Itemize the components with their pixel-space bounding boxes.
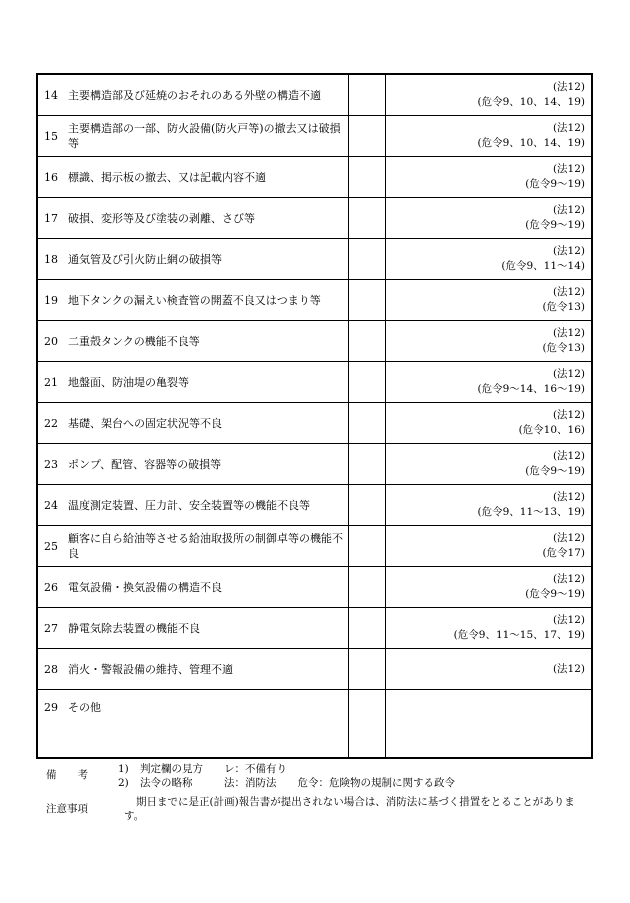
- law-sub: (危令9、11～14): [501, 260, 585, 272]
- law-cell: [385, 608, 591, 648]
- item-number: 14: [44, 89, 58, 102]
- table-row: [38, 321, 591, 362]
- law-cell: [385, 116, 591, 156]
- item-cell: [38, 239, 348, 279]
- law-cell: [385, 280, 591, 320]
- item-text: 顧客に自ら給油等させる給油取扱所の制御卓等の機能不良: [68, 532, 343, 560]
- item-cell: [38, 362, 348, 402]
- law-reference: [525, 162, 585, 192]
- law-sub: (危令9、10、14、19): [477, 137, 585, 149]
- item-number: 16: [44, 171, 58, 184]
- item-text: 通気管及び引火防止網の破損等: [68, 253, 222, 266]
- caution-text: 期日までに是正(計画)報告書が提出されない場合は、消防法に基づく措置をとることがあります。: [124, 796, 575, 822]
- item-cell: [38, 75, 348, 115]
- item-text: 地盤面、防油堤の亀裂等: [68, 376, 189, 389]
- law-reference: [542, 531, 585, 561]
- judgment-cell[interactable]: [349, 362, 385, 402]
- table-row: [38, 362, 591, 403]
- law-sub: (危令9～14、16～19): [477, 383, 585, 395]
- table-row: [38, 116, 591, 157]
- item-text: 主要構造部の一部、防火設備(防火戸等)の撤去又は破損等: [68, 122, 341, 150]
- item-number: 18: [44, 253, 58, 266]
- law-sub: (危令9～19): [525, 465, 585, 477]
- item-text: 基礎、架台への固定状況等不良: [68, 417, 222, 430]
- law-cell: [385, 157, 591, 197]
- law-main: (法12): [552, 368, 585, 380]
- table-row: [38, 690, 591, 757]
- item-number: 21: [44, 376, 58, 389]
- item-number: 25: [44, 540, 58, 553]
- law-main: (法12): [552, 204, 585, 216]
- law-sub: (危令9、11～15、17、19): [453, 629, 585, 641]
- judgment-cell[interactable]: [349, 157, 385, 197]
- judgment-cell[interactable]: [349, 239, 385, 279]
- item-number: 29: [44, 701, 58, 714]
- law-sub: (危令9～19): [525, 178, 585, 190]
- item-text: 主要構造部及び延焼のおそれのある外壁の構造不適: [68, 89, 321, 102]
- law-main: (法12): [552, 409, 585, 421]
- law-sub: (危令13): [542, 301, 585, 313]
- judgment-cell[interactable]: [349, 567, 385, 607]
- law-sub: (危令9～19): [525, 219, 585, 231]
- item-text: 破損、変形等及び塗装の剥離、さび等: [68, 212, 255, 225]
- table-row: [38, 485, 591, 526]
- judgment-cell[interactable]: [349, 116, 385, 156]
- item-number: 23: [44, 458, 58, 471]
- item-cell: [38, 280, 348, 320]
- judgment-cell[interactable]: [349, 485, 385, 525]
- item-cell: [38, 116, 348, 156]
- item-number: 24: [44, 499, 58, 512]
- item-cell: [38, 198, 348, 238]
- table-row: [38, 403, 591, 444]
- law-reference: [478, 490, 585, 520]
- law-main: (法12): [552, 614, 585, 626]
- law-reference: [525, 203, 585, 233]
- item-text: 消火・警報設備の維持、管理不適: [68, 663, 233, 676]
- table-row: [38, 239, 591, 280]
- item-number: 27: [44, 622, 58, 635]
- judgment-cell[interactable]: [349, 280, 385, 320]
- item-text: 電気設備・換気設備の構造不良: [68, 581, 222, 594]
- item-number: 28: [44, 663, 58, 676]
- note-2-num: 2): [118, 777, 129, 789]
- note-1-text: 判定欄の見方 レ：不備有り: [140, 763, 287, 775]
- law-sub: (危令17): [542, 547, 585, 559]
- item-cell: [38, 403, 348, 443]
- law-reference: [525, 449, 585, 479]
- table-row: [38, 608, 591, 649]
- law-reference: [478, 80, 585, 110]
- judgment-cell[interactable]: [349, 690, 385, 757]
- item-number: 26: [44, 581, 58, 594]
- law-cell: [385, 526, 591, 566]
- law-cell: [385, 649, 591, 689]
- table-row: [38, 444, 591, 485]
- law-cell: [385, 403, 591, 443]
- law-main: (法12): [552, 286, 585, 298]
- table-row: [38, 198, 591, 239]
- law-cell: [385, 362, 591, 402]
- judgment-cell[interactable]: [349, 198, 385, 238]
- law-reference: [519, 408, 585, 438]
- judgment-cell[interactable]: [349, 526, 385, 566]
- law-cell: [385, 485, 591, 525]
- law-sub: (危令9～19): [525, 588, 585, 600]
- law-cell: [385, 75, 591, 115]
- law-cell: [385, 239, 591, 279]
- table-row: [38, 75, 591, 116]
- law-reference: [542, 326, 585, 356]
- item-cell: [38, 321, 348, 361]
- table-row: [38, 567, 591, 608]
- item-text: 標識、掲示板の撤去、又は記載内容不適: [68, 171, 266, 184]
- item-cell: [38, 157, 348, 197]
- item-text: 静電気除去装置の機能不良: [68, 622, 200, 635]
- law-reference: [553, 662, 585, 677]
- item-number: 22: [44, 417, 58, 430]
- item-text: ポンプ、配管、容器等の破損等: [68, 458, 222, 471]
- caution-label: 注意事項: [46, 803, 88, 815]
- law-main: (法12): [552, 573, 585, 585]
- law-sub: (危令9、10、14、19): [477, 96, 585, 108]
- item-cell: [38, 485, 348, 525]
- law-main: (法12): [552, 327, 585, 339]
- item-number: 15: [44, 130, 58, 143]
- law-reference: [501, 244, 585, 274]
- item-text: 二重殻タンクの機能不良等: [68, 335, 200, 348]
- item-cell: [38, 444, 348, 484]
- judgment-cell[interactable]: [349, 444, 385, 484]
- law-reference: [478, 367, 585, 397]
- item-text: その他: [68, 701, 101, 714]
- item-cell: [38, 690, 348, 757]
- law-main: (法12): [552, 663, 585, 675]
- law-cell: [385, 198, 591, 238]
- inspection-table: [36, 73, 593, 759]
- item-text: 地下タンクの漏えい検査管の開蓋不良又はつまり等: [68, 294, 321, 307]
- item-number: 17: [44, 212, 58, 225]
- law-reference: [542, 285, 585, 315]
- law-main: (法12): [552, 163, 585, 175]
- law-main: (法12): [552, 122, 585, 134]
- table-row: [38, 280, 591, 321]
- law-cell: [385, 444, 591, 484]
- item-number: 20: [44, 335, 58, 348]
- item-cell: [38, 526, 348, 566]
- note-1-num: 1): [118, 763, 129, 775]
- law-main: (法12): [552, 532, 585, 544]
- law-main: (法12): [552, 450, 585, 462]
- law-sub: (危令10、16): [518, 424, 585, 436]
- judgment-cell[interactable]: [349, 403, 385, 443]
- judgment-cell[interactable]: [349, 75, 385, 115]
- law-main: (法12): [552, 491, 585, 503]
- item-cell: [38, 608, 348, 648]
- law-sub: (危令9、11～13、19): [477, 506, 585, 518]
- judgment-cell[interactable]: [349, 649, 385, 689]
- note-2-text: 法令の略称 法：消防法 危令：危険物の規制に関する政令: [140, 777, 455, 789]
- judgment-cell[interactable]: [349, 608, 385, 648]
- table-row: [38, 649, 591, 690]
- law-sub: (危令13): [542, 342, 585, 354]
- law-main: (法12): [552, 245, 585, 257]
- law-reference: [454, 613, 585, 643]
- item-cell: [38, 567, 348, 607]
- table-row: [38, 526, 591, 567]
- law-reference: [478, 121, 585, 151]
- biko-label: 備 考: [46, 769, 88, 781]
- item-cell: [38, 649, 348, 689]
- law-cell: [385, 567, 591, 607]
- law-reference: [525, 572, 585, 602]
- table-row: [38, 157, 591, 198]
- item-number: 19: [44, 294, 58, 307]
- item-text: 温度測定装置、圧力計、安全装置等の機能不良等: [68, 499, 310, 512]
- law-main: (法12): [552, 81, 585, 93]
- law-cell: [385, 690, 591, 757]
- judgment-cell[interactable]: [349, 321, 385, 361]
- law-cell: [385, 321, 591, 361]
